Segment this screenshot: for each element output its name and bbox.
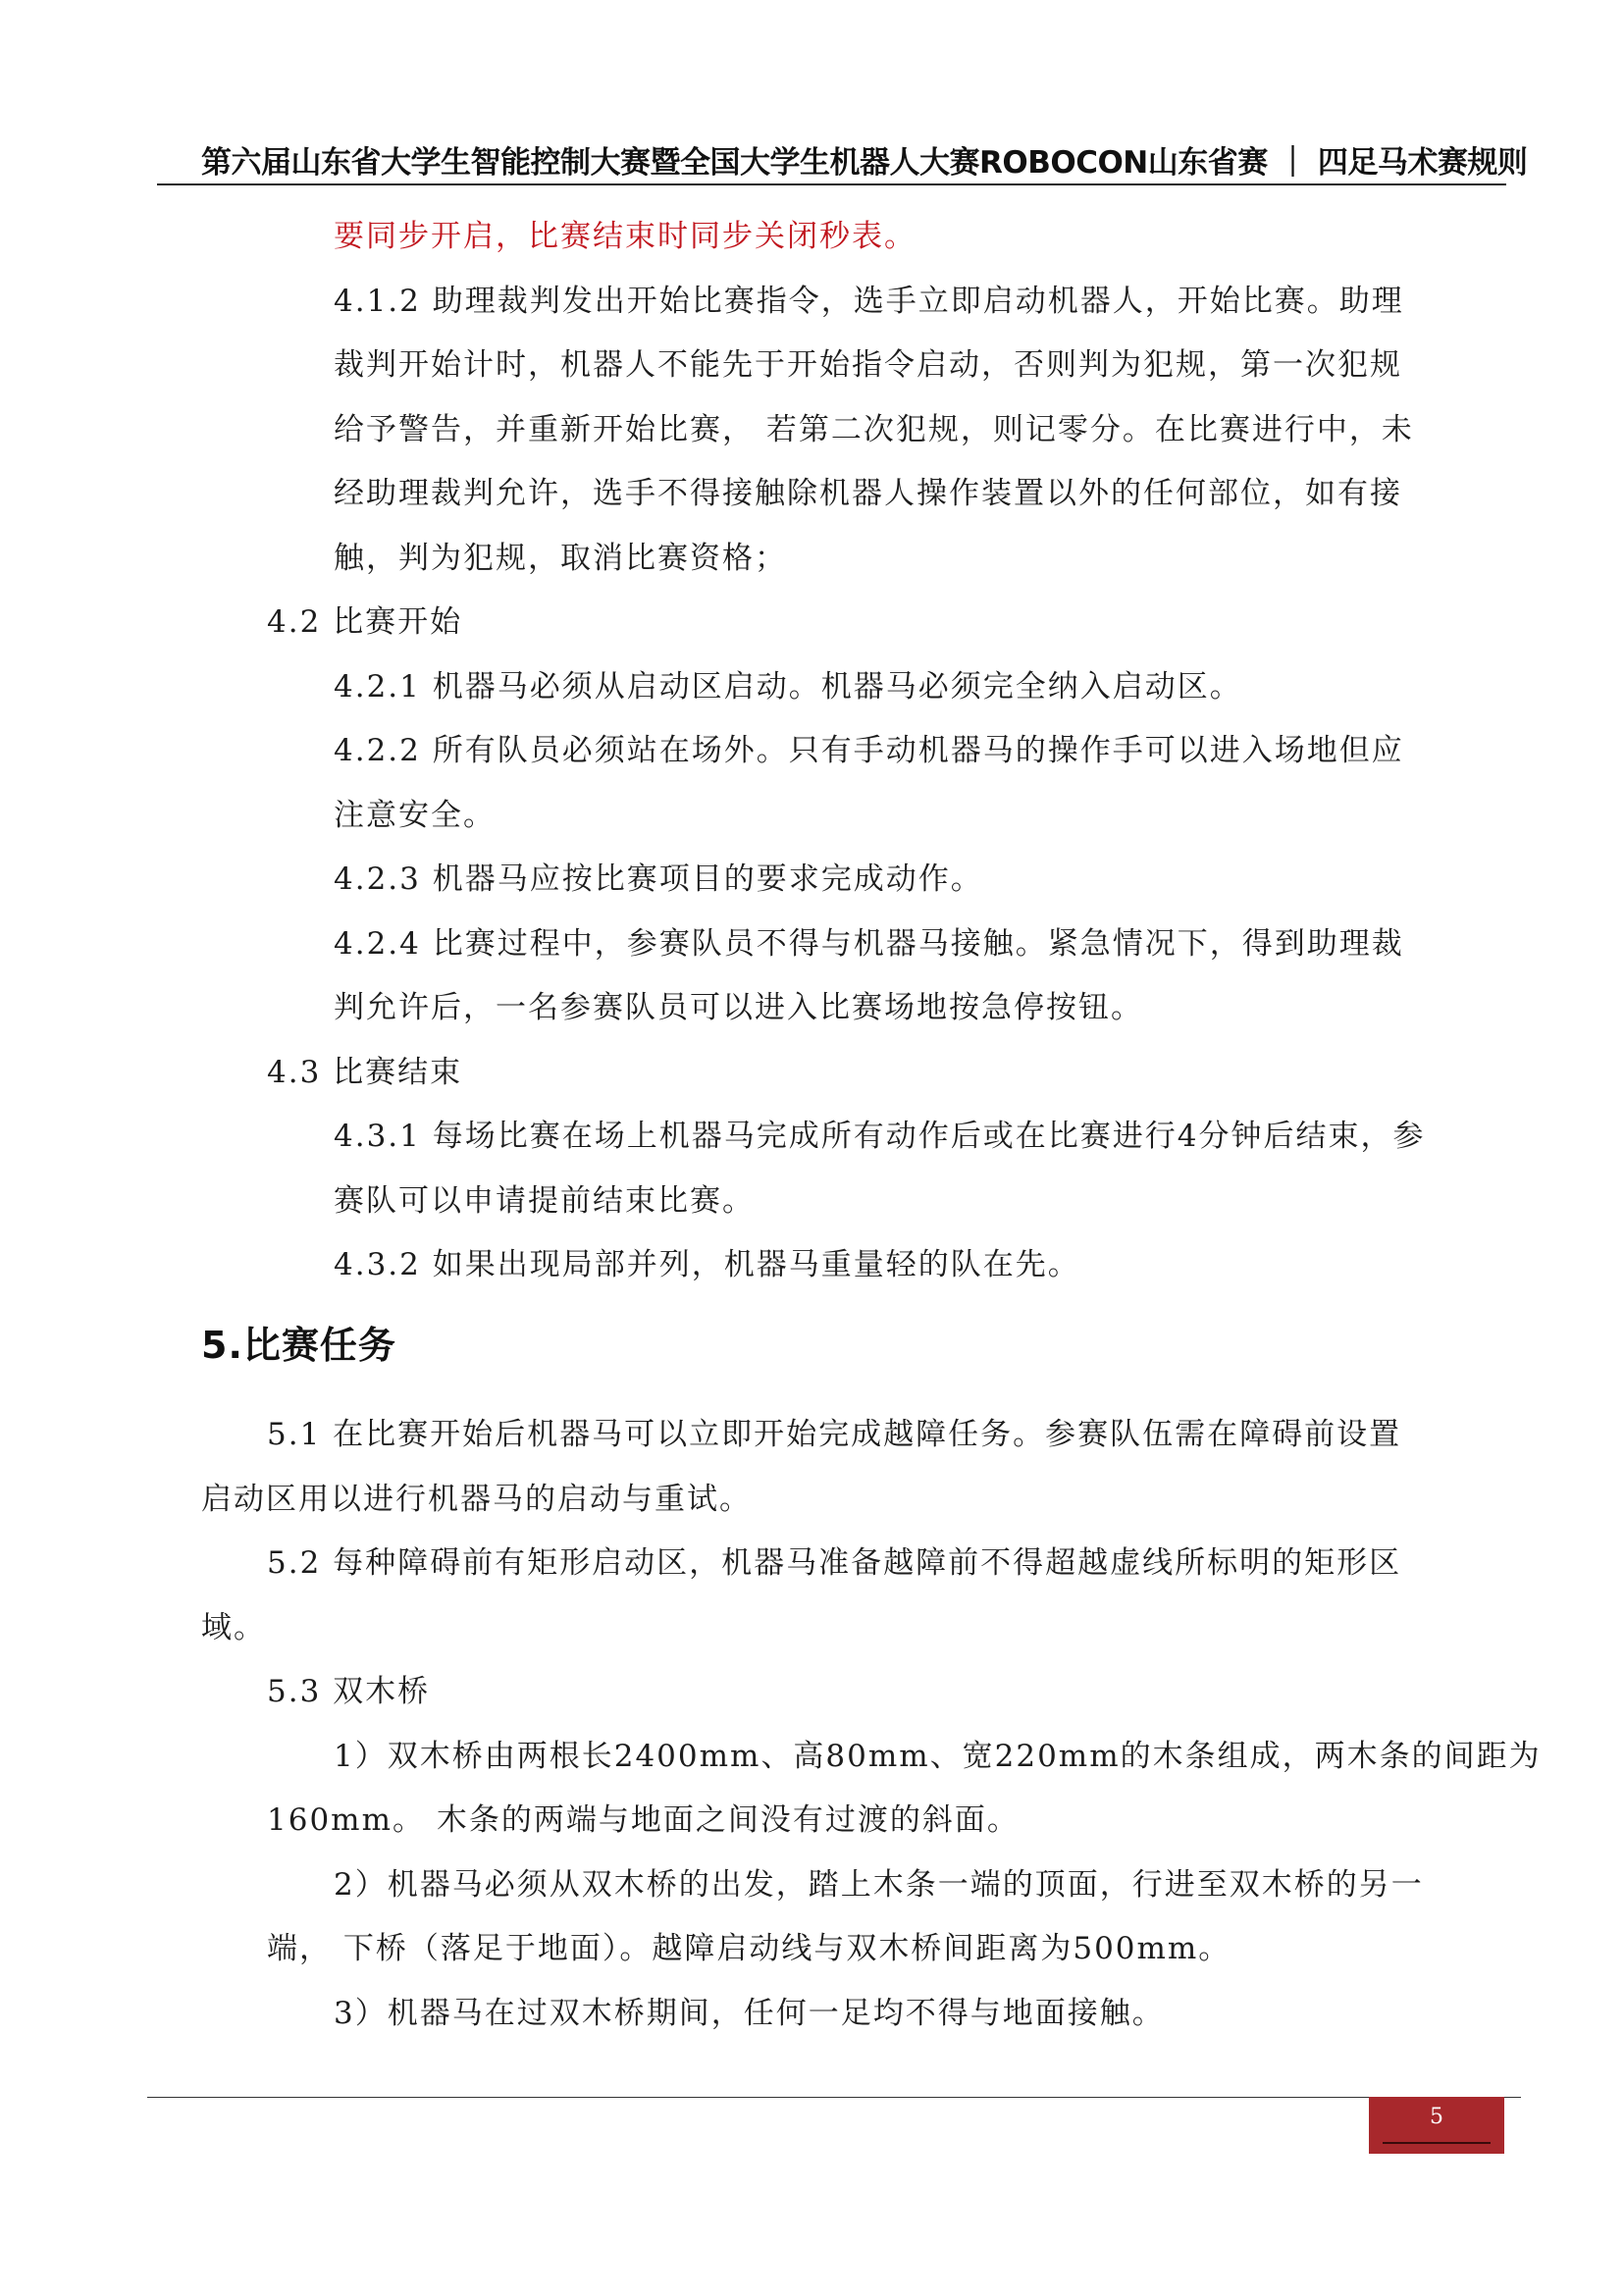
header-divider xyxy=(157,183,1506,185)
page-header-title: 第六届山东省大学生智能控制大赛暨全国大学生机器人大赛ROBOCON山东省赛 ｜ 四足马术赛规则 xyxy=(201,145,1528,181)
page-number-badge xyxy=(1369,2097,1504,2154)
paragraph-line: 端， 下桥（落足于地面）。越障启动线与双木桥间距离为500mm。 xyxy=(267,1931,1231,1966)
paragraph-line: 裁判开始计时，机器人不能先于开始指令启动，否则判为犯规，第一次犯规 xyxy=(334,347,1402,383)
page-number-underline xyxy=(1383,2142,1491,2144)
paragraph-line: 域。 xyxy=(201,1610,266,1645)
paragraph-line: 3）机器马在过双木桥期间，任何一足均不得与地面接触。 xyxy=(334,1996,1165,2031)
paragraph-line: 2）机器马必须从双木桥的出发，踏上木条一端的顶面，行进至双木桥的另一 xyxy=(334,1867,1424,1903)
paragraph-line: 经助理裁判允许，选手不得接触除机器人操作装置以外的任何部位，如有接 xyxy=(334,476,1402,511)
paragraph-line: 启动区用以进行机器马的启动与重试。 xyxy=(201,1482,752,1517)
paragraph-line: 1）双木桥由两根长2400mm、高80mm、宽220mm的木条组成，两木条的间距为 xyxy=(334,1739,1542,1774)
paragraph-line: 判允许后，一名参赛队员可以进入比赛场地按急停按钮。 xyxy=(334,990,1143,1025)
paragraph-line: 4.2.2 所有队员必须站在场外。只有手动机器马的操作手可以进入场地但应 xyxy=(334,733,1404,768)
paragraph-line: 触，判为犯规，取消比赛资格； xyxy=(334,541,787,576)
paragraph-line: 4.3.2 如果出现局部并列，机器马重量轻的队在先。 xyxy=(334,1247,1080,1282)
page-number: 5 xyxy=(1430,2105,1443,2129)
paragraph-line: 4.1.2 助理裁判发出开始比赛指令，选手立即启动机器人，开始比赛。助理 xyxy=(334,284,1404,319)
paragraph-line: 4.2.1 机器马必须从启动区启动。机器马必须完全纳入启动区。 xyxy=(334,669,1242,704)
paragraph-line: 5.2 每种障碍前有矩形启动区，机器马准备越障前不得超越虚线所标明的矩形区 xyxy=(267,1545,1402,1581)
paragraph-line: 注意安全。 xyxy=(334,798,496,833)
paragraph-line: 160mm。 木条的两端与地面之间没有过渡的斜面。 xyxy=(267,1802,1020,1838)
paragraph-line: 给予警告，并重新开始比赛， 若第二次犯规，则记零分。在比赛进行中，未 xyxy=(334,412,1414,447)
paragraph-line: 要同步开启，比赛结束时同步关闭秒表。 xyxy=(334,219,917,254)
paragraph-line: 赛队可以申请提前结束比赛。 xyxy=(334,1183,755,1219)
section-heading: 5.比赛任务 xyxy=(201,1324,396,1367)
paragraph-line: 5.1 在比赛开始后机器马可以立即开始完成越障任务。参赛队伍需在障碍前设置 xyxy=(267,1417,1402,1452)
paragraph-line: 4.3.1 每场比赛在场上机器马完成所有动作后或在比赛进行4分钟后结束，参 xyxy=(334,1119,1426,1154)
subsection-heading: 4.2 比赛开始 xyxy=(267,604,463,640)
subsection-heading: 4.3 比赛结束 xyxy=(267,1055,463,1090)
footer-divider xyxy=(147,2097,1521,2098)
paragraph-line: 4.2.3 机器马应按比赛项目的要求完成动作。 xyxy=(334,861,983,897)
paragraph-line: 4.2.4 比赛过程中，参赛队员不得与机器马接触。紧急情况下，得到助理裁 xyxy=(334,926,1404,962)
subsection-heading: 5.3 双木桥 xyxy=(267,1674,431,1709)
